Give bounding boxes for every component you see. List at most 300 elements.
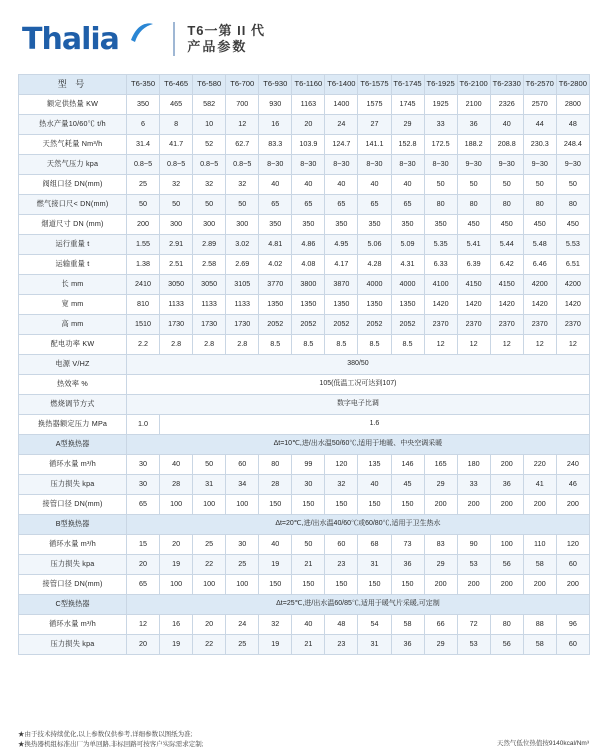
row-value: 80 [556, 195, 589, 215]
row-value: 10 [193, 115, 226, 135]
row-value: 48 [325, 615, 358, 635]
row-value: 3.02 [226, 235, 259, 255]
row-value: 2370 [424, 315, 457, 335]
row-value: 103.9 [292, 135, 325, 155]
row-value: 200 [127, 215, 160, 235]
row-value: 9~30 [490, 155, 523, 175]
row-value: 700 [226, 95, 259, 115]
row-value: 0.8~5 [193, 155, 226, 175]
row-value: 5.35 [424, 235, 457, 255]
row-value: 1350 [292, 295, 325, 315]
row-value: 350 [127, 95, 160, 115]
header-title-block [187, 23, 265, 56]
row-value: 34 [226, 475, 259, 495]
row-value: 27 [358, 115, 391, 135]
row-value: 100 [226, 575, 259, 595]
row-value: 4200 [523, 275, 556, 295]
row-label: 循环水量 m³/h [19, 535, 127, 555]
row-value: 72 [457, 615, 490, 635]
row-value: 45 [391, 475, 424, 495]
section-header-row [19, 515, 590, 535]
row-value: 0.8~5 [160, 155, 193, 175]
table-row [19, 115, 590, 135]
row-value: 135 [358, 455, 391, 475]
row-value: 58 [523, 635, 556, 655]
section-title: C型换热器 [19, 595, 127, 615]
row-value: 8.5 [292, 335, 325, 355]
section-title: A型换热器 [19, 435, 127, 455]
row-label: 天然气压力 kpa [19, 155, 127, 175]
row-value: 6.39 [457, 255, 490, 275]
row-value: 52 [193, 135, 226, 155]
row-value: 30 [127, 455, 160, 475]
row-value: 150 [391, 495, 424, 515]
section-title: B型换热器 [19, 515, 127, 535]
row-value: 4.95 [325, 235, 358, 255]
footer-note-1: ★由于技术持续优化,以上参数仅供参考,详细参数以图纸为准; [18, 731, 193, 739]
row-value: 65 [358, 195, 391, 215]
row-value: 20 [193, 615, 226, 635]
row-value: 19 [160, 635, 193, 655]
spec-table [18, 74, 590, 655]
row-value: 8~30 [259, 155, 292, 175]
row-value: 4200 [556, 275, 589, 295]
row-value: 6.46 [523, 255, 556, 275]
row-value: 65 [127, 495, 160, 515]
row-value: 32 [193, 175, 226, 195]
section-note: Δt=20℃,进/出水温40/60℃或60/80℃,适用于卫生热水 [127, 515, 590, 535]
row-value: 60 [556, 635, 589, 655]
column-header-model-11: T6-2330 [490, 75, 523, 95]
column-header-model-10: T6-2100 [457, 75, 490, 95]
row-value: 50 [226, 195, 259, 215]
row-value: 100 [160, 495, 193, 515]
row-value: 32 [325, 475, 358, 495]
row-value: 4000 [391, 275, 424, 295]
row-value: 5.48 [523, 235, 556, 255]
row-value: 1350 [391, 295, 424, 315]
row-value: 8.5 [391, 335, 424, 355]
table-row [19, 135, 590, 155]
row-value: 40 [259, 175, 292, 195]
row-label: 高 mm [19, 315, 127, 335]
row-value: 56 [490, 635, 523, 655]
row-value: 23 [325, 555, 358, 575]
row-value: 2.8 [226, 335, 259, 355]
brand-swoosh-icon [129, 20, 155, 52]
row-value: 31 [193, 475, 226, 495]
row-value: 65 [292, 195, 325, 215]
row-value: 6.33 [424, 255, 457, 275]
footer-note-2: ★换热器机组标准出厂为单回路,非标回路可按客户实际需求定制; [18, 740, 204, 748]
row-value: 41.7 [160, 135, 193, 155]
row-value: 73 [391, 535, 424, 555]
row-value: 50 [457, 175, 490, 195]
row-value: 248.4 [556, 135, 589, 155]
row-value: 350 [391, 215, 424, 235]
row-value: 200 [457, 495, 490, 515]
row-label: 换热器额定压力 MPa [19, 415, 127, 435]
column-header-model-12: T6-2570 [523, 75, 556, 95]
row-value: 80 [424, 195, 457, 215]
row-value: 62.7 [226, 135, 259, 155]
row-value: 4000 [358, 275, 391, 295]
row-value: 150 [358, 495, 391, 515]
row-value: 8~30 [292, 155, 325, 175]
row-value: 20 [127, 635, 160, 655]
row-value: 12 [523, 335, 556, 355]
table-row [19, 175, 590, 195]
row-value: 12 [490, 335, 523, 355]
row-value: 40 [292, 175, 325, 195]
row-value: 5.06 [358, 235, 391, 255]
page-footer [18, 730, 589, 749]
row-value: 31 [358, 555, 391, 575]
row-value: 40 [358, 475, 391, 495]
row-value: 50 [127, 195, 160, 215]
row-value: 1163 [292, 95, 325, 115]
row-label: 电源 V/HZ [19, 355, 127, 375]
table-row [19, 475, 590, 495]
row-value: 29 [424, 475, 457, 495]
row-value: 582 [193, 95, 226, 115]
row-value: 1.38 [127, 255, 160, 275]
row-value: 0.8~5 [127, 155, 160, 175]
row-value: 22 [193, 555, 226, 575]
row-value: 2052 [358, 315, 391, 335]
row-value: 2052 [259, 315, 292, 335]
row-value: 6.42 [490, 255, 523, 275]
row-value: 165 [424, 455, 457, 475]
row-value: 25 [226, 555, 259, 575]
row-value: 300 [160, 215, 193, 235]
row-value: 4.28 [358, 255, 391, 275]
row-value: 1745 [391, 95, 424, 115]
table-row [19, 335, 590, 355]
row-value: 32 [160, 175, 193, 195]
row-value: 100 [193, 495, 226, 515]
row-value: 19 [259, 555, 292, 575]
row-value: 2.8 [160, 335, 193, 355]
row-value: 40 [325, 175, 358, 195]
row-value: 4.02 [259, 255, 292, 275]
row-value: 200 [457, 575, 490, 595]
row-value: 8~30 [325, 155, 358, 175]
section-header-row [19, 435, 590, 455]
row-value: 29 [391, 115, 424, 135]
row-value: 12 [457, 335, 490, 355]
row-value: 2.69 [226, 255, 259, 275]
footer-notes [18, 730, 204, 749]
row-value: 152.8 [391, 135, 424, 155]
row-label: 燃烧调节方式 [19, 395, 127, 415]
row-value: 100 [226, 495, 259, 515]
row-value: 80 [490, 615, 523, 635]
row-value: 1133 [226, 295, 259, 315]
table-row [19, 275, 590, 295]
row-value: 188.2 [457, 135, 490, 155]
row-value: 1350 [259, 295, 292, 315]
row-value: 100 [160, 575, 193, 595]
table-row-power [19, 355, 590, 375]
row-value: 3870 [325, 275, 358, 295]
row-value: 180 [457, 455, 490, 475]
row-value: 22 [193, 635, 226, 655]
row-value: 465 [160, 95, 193, 115]
row-value: 450 [556, 215, 589, 235]
row-value: 31 [358, 635, 391, 655]
row-value: 230.3 [523, 135, 556, 155]
row-value: 4.17 [325, 255, 358, 275]
row-label: 循环水量 m³/h [19, 455, 127, 475]
row-value: 8~30 [391, 155, 424, 175]
row-value: 5.53 [556, 235, 589, 255]
row-label: 压力损失 kpa [19, 475, 127, 495]
row-value: 80 [490, 195, 523, 215]
row-value: 150 [325, 495, 358, 515]
header-divider [173, 22, 175, 56]
row-value: 53 [457, 635, 490, 655]
row-label: 配电功率 KW [19, 335, 127, 355]
table-row [19, 555, 590, 575]
row-label: 接管口径 DN(mm) [19, 495, 127, 515]
row-value: 930 [259, 95, 292, 115]
row-value: 240 [556, 455, 589, 475]
row-value: 8~30 [424, 155, 457, 175]
row-value: 12 [226, 115, 259, 135]
row-value: 200 [523, 575, 556, 595]
row-value: 146 [391, 455, 424, 475]
row-value: 3105 [226, 275, 259, 295]
row-value: 5.41 [457, 235, 490, 255]
row-label: 阀组口径 DN(mm) [19, 175, 127, 195]
row-value: 3050 [160, 275, 193, 295]
row-value: 3050 [193, 275, 226, 295]
row-value: 53 [457, 555, 490, 575]
table-row [19, 295, 590, 315]
row-value: 200 [490, 495, 523, 515]
row-value: 65 [391, 195, 424, 215]
row-value: 50 [193, 455, 226, 475]
table-row [19, 495, 590, 515]
row-value: 8 [160, 115, 193, 135]
row-value: 1.0 [127, 415, 160, 435]
row-value: 1133 [160, 295, 193, 315]
row-value: 200 [424, 575, 457, 595]
row-value: 1420 [424, 295, 457, 315]
row-value: 66 [424, 615, 457, 635]
row-value: 65 [127, 575, 160, 595]
row-value: 350 [292, 215, 325, 235]
row-value: 96 [556, 615, 589, 635]
row-value: 1.55 [127, 235, 160, 255]
row-value: 88 [523, 615, 556, 635]
row-value: 5.09 [391, 235, 424, 255]
row-value: 19 [259, 635, 292, 655]
row-value: 300 [193, 215, 226, 235]
table-row [19, 635, 590, 655]
row-value: 6.51 [556, 255, 589, 275]
row-value: 2370 [457, 315, 490, 335]
row-label: 天然气耗量 Nm³/h [19, 135, 127, 155]
row-value: 810 [127, 295, 160, 315]
row-value: 40 [490, 115, 523, 135]
row-value: 25 [226, 635, 259, 655]
row-value: 2.2 [127, 335, 160, 355]
row-value: 172.5 [424, 135, 457, 155]
row-value: 28 [160, 475, 193, 495]
row-value: 8~30 [358, 155, 391, 175]
row-value: 1730 [193, 315, 226, 335]
row-value: 100 [490, 535, 523, 555]
row-value: 8.5 [325, 335, 358, 355]
row-value: 9~30 [556, 155, 589, 175]
row-value: 40 [259, 535, 292, 555]
column-header-model-3: T6-700 [226, 75, 259, 95]
row-value: 2.51 [160, 255, 193, 275]
row-value: 200 [424, 495, 457, 515]
column-header-model: 型 号 [19, 75, 127, 95]
row-value: 50 [292, 535, 325, 555]
column-header-model-13: T6-2800 [556, 75, 589, 95]
row-value: 50 [490, 175, 523, 195]
row-value: 58 [391, 615, 424, 635]
row-value: 208.8 [490, 135, 523, 155]
column-header-model-9: T6-1925 [424, 75, 457, 95]
row-value: 2052 [325, 315, 358, 335]
row-value: 21 [292, 555, 325, 575]
row-value: 12 [424, 335, 457, 355]
spec-table-wrapper [0, 60, 607, 655]
row-value: 200 [523, 495, 556, 515]
table-row [19, 315, 590, 335]
row-value: 36 [391, 555, 424, 575]
row-value: 30 [127, 475, 160, 495]
row-value: 350 [424, 215, 457, 235]
row-value: 60 [325, 535, 358, 555]
row-label: 燃气接口尺< DN(mm) [19, 195, 127, 215]
table-row [19, 215, 590, 235]
row-value: 150 [325, 575, 358, 595]
row-value: 28 [259, 475, 292, 495]
brand-logo-text: Thalia [22, 22, 119, 57]
row-label: 运输重量 t [19, 255, 127, 275]
column-header-model-4: T6-930 [259, 75, 292, 95]
row-value: 1925 [424, 95, 457, 115]
table-header-row [19, 75, 590, 95]
row-value: 36 [490, 475, 523, 495]
row-value: 83 [424, 535, 457, 555]
row-value: 1575 [358, 95, 391, 115]
row-value: 50 [556, 175, 589, 195]
row-value: 33 [424, 115, 457, 135]
row-value: 36 [457, 115, 490, 135]
row-value: 50 [160, 195, 193, 215]
row-value: 4.31 [391, 255, 424, 275]
row-value: 30 [226, 535, 259, 555]
row-value: 4150 [490, 275, 523, 295]
row-value: 4100 [424, 275, 457, 295]
row-value: 1510 [127, 315, 160, 335]
row-label: 烟道尺寸 DN (mm) [19, 215, 127, 235]
row-value: 2370 [523, 315, 556, 335]
row-value: 8.5 [358, 335, 391, 355]
row-label: 接管口径 DN(mm) [19, 575, 127, 595]
row-value: 120 [325, 455, 358, 475]
column-header-model-1: T6-465 [160, 75, 193, 95]
page-header [0, 0, 607, 60]
row-value: 450 [523, 215, 556, 235]
row-value: 3800 [292, 275, 325, 295]
table-row [19, 95, 590, 115]
row-value: 50 [523, 175, 556, 195]
row-value: 99 [292, 455, 325, 475]
row-value: 41 [523, 475, 556, 495]
row-value: 4.81 [259, 235, 292, 255]
row-value: 24 [226, 615, 259, 635]
row-value: 2100 [457, 95, 490, 115]
row-value: 450 [490, 215, 523, 235]
column-header-model-7: T6-1575 [358, 75, 391, 95]
row-value: 1.6 [160, 415, 590, 435]
row-value: 65 [325, 195, 358, 215]
row-value: 44 [523, 115, 556, 135]
column-header-model-8: T6-1745 [391, 75, 424, 95]
table-row-exchanger-pressure [19, 415, 590, 435]
column-header-model-5: T6-1160 [292, 75, 325, 95]
row-label: 压力损失 kpa [19, 635, 127, 655]
row-value: 150 [292, 575, 325, 595]
row-value: 380/50 [127, 355, 590, 375]
row-value: 220 [523, 455, 556, 475]
row-value: 2570 [523, 95, 556, 115]
row-value: 5.44 [490, 235, 523, 255]
row-value: 50 [424, 175, 457, 195]
table-row [19, 195, 590, 215]
table-row [19, 535, 590, 555]
row-value: 1420 [556, 295, 589, 315]
row-value: 80 [457, 195, 490, 215]
table-row [19, 255, 590, 275]
row-value: 40 [358, 175, 391, 195]
row-value: 2.89 [193, 235, 226, 255]
row-value: 65 [259, 195, 292, 215]
table-row [19, 615, 590, 635]
row-value: 60 [226, 455, 259, 475]
row-label: 运行重量 t [19, 235, 127, 255]
row-value: 80 [259, 455, 292, 475]
row-value: 50 [193, 195, 226, 215]
row-label: 长 mm [19, 275, 127, 295]
row-value: 120 [556, 535, 589, 555]
row-value: 15 [127, 535, 160, 555]
row-value: 58 [523, 555, 556, 575]
row-value: 2052 [292, 315, 325, 335]
row-value: 2.91 [160, 235, 193, 255]
row-value: 33 [457, 475, 490, 495]
row-value: 105(低温工况可达到107) [127, 375, 590, 395]
footer-gas-value: 天然气低位热值按9140kcal/Nm³ [496, 739, 589, 747]
section-note: Δt=25℃,进/出水温60/85℃,适用于暖气片采暖,可定制 [127, 595, 590, 615]
row-value: 36 [391, 635, 424, 655]
row-value: 4.86 [292, 235, 325, 255]
row-value: 200 [490, 575, 523, 595]
row-value: 1420 [457, 295, 490, 315]
table-row-efficiency [19, 375, 590, 395]
row-value: 68 [358, 535, 391, 555]
row-value: 2.58 [193, 255, 226, 275]
row-value: 56 [490, 555, 523, 575]
